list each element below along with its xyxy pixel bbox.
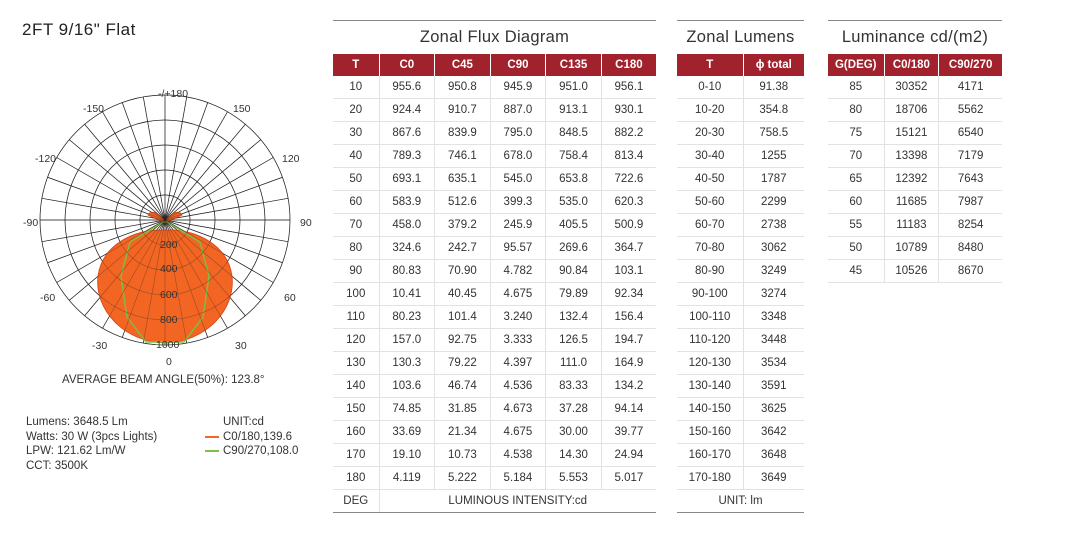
table-row <box>333 375 656 398</box>
ring-label-400: 400 <box>160 263 178 275</box>
flux-cell: 24.94 <box>601 444 656 467</box>
flux-cell: 140 <box>333 375 379 398</box>
table-row <box>333 283 656 306</box>
table-row <box>333 444 656 467</box>
table-row <box>677 191 804 214</box>
table-row <box>828 168 1002 191</box>
table-row <box>333 421 656 444</box>
flux-cell: 101.4 <box>435 306 491 329</box>
flux-cell: 848.5 <box>546 122 602 145</box>
table-row <box>828 145 1002 168</box>
flux-cell: 458.0 <box>379 214 435 237</box>
flux-cell: 94.14 <box>601 398 656 421</box>
flux-cell: 46.74 <box>435 375 491 398</box>
flux-cell: 813.4 <box>601 145 656 168</box>
luminance-header-0: G(DEG) <box>828 54 884 76</box>
angle-label-90: 90 <box>300 217 312 229</box>
lumens-cell: 20-30 <box>677 122 743 145</box>
table-row <box>677 145 804 168</box>
flux-cell: 134.2 <box>601 375 656 398</box>
flux-cell: 4.675 <box>490 421 546 444</box>
table-row <box>677 352 804 375</box>
luminance-cell: 15121 <box>884 122 939 145</box>
table-row <box>828 237 1002 260</box>
flux-cell: 405.5 <box>546 214 602 237</box>
flux-cell: 80.83 <box>379 260 435 283</box>
luminance-cell: 8254 <box>939 214 1002 237</box>
luminance-section <box>828 20 1002 283</box>
lumens-cell: 3274 <box>743 283 804 306</box>
luminance-cell: 8480 <box>939 237 1002 260</box>
flux-cell: 4.782 <box>490 260 546 283</box>
flux-cell: 3.240 <box>490 306 546 329</box>
angle-label-neg120: -120 <box>35 153 57 165</box>
flux-header-0: T <box>333 54 379 76</box>
luminance-cell: 30352 <box>884 76 939 99</box>
legend-c0-label: C0/180,139.6 <box>223 430 293 443</box>
table-row <box>333 329 656 352</box>
legend-c0 <box>205 430 298 445</box>
luminance-cell: 7179 <box>939 145 1002 168</box>
lumens-footer-unit: UNIT: lm <box>677 490 804 513</box>
flux-cell: 164.9 <box>601 352 656 375</box>
zonal-flux-table <box>333 54 656 513</box>
table-row <box>333 99 656 122</box>
flux-cell: 913.1 <box>546 99 602 122</box>
angle-label-150: 150 <box>233 103 251 115</box>
flux-cell: 103.1 <box>601 260 656 283</box>
flux-cell: 90.84 <box>546 260 602 283</box>
flux-cell: 120 <box>333 329 379 352</box>
flux-cell: 20 <box>333 99 379 122</box>
flux-cell: 79.22 <box>435 352 491 375</box>
flux-cell: 10.73 <box>435 444 491 467</box>
legend-c90 <box>205 444 298 459</box>
angle-label-60: 60 <box>284 292 296 304</box>
polar-legend <box>205 415 298 459</box>
lumens-cell: 3062 <box>743 237 804 260</box>
flux-header-2: C45 <box>435 54 491 76</box>
flux-cell: 79.89 <box>546 283 602 306</box>
luminance-cell: 70 <box>828 145 884 168</box>
table-row <box>333 237 656 260</box>
luminance-cell: 10789 <box>884 237 939 260</box>
lumens-cell: 3591 <box>743 375 804 398</box>
flux-cell: 583.9 <box>379 191 435 214</box>
flux-cell: 111.0 <box>546 352 602 375</box>
luminance-cell: 7987 <box>939 191 1002 214</box>
table-row <box>333 122 656 145</box>
lumens-cell: 140-150 <box>677 398 743 421</box>
flux-cell: 269.6 <box>546 237 602 260</box>
legend-c90-label: C90/270,108.0 <box>223 445 299 457</box>
table-row <box>677 329 804 352</box>
flux-cell: 60 <box>333 191 379 214</box>
flux-cell: 4.536 <box>490 375 546 398</box>
flux-cell: 839.9 <box>435 122 491 145</box>
polar-candela-diagram <box>20 80 330 370</box>
luminance-cell: 8670 <box>939 260 1002 283</box>
luminance-header-1: C0/180 <box>884 54 939 76</box>
luminance-cell: 10526 <box>884 260 939 283</box>
flux-cell: 130.3 <box>379 352 435 375</box>
flux-cell: 156.4 <box>601 306 656 329</box>
table-row <box>333 398 656 421</box>
legend-unit: UNIT:cd <box>223 416 264 428</box>
flux-cell: 5.553 <box>546 467 602 490</box>
product-title: 2FT 9/16" Flat <box>22 20 136 39</box>
flux-cell: 379.2 <box>435 214 491 237</box>
c90-swatch-icon <box>205 450 219 452</box>
flux-header-3: C90 <box>490 54 546 76</box>
table-row <box>677 99 804 122</box>
flux-cell: 160 <box>333 421 379 444</box>
ring-label-800: 800 <box>160 314 178 326</box>
flux-cell: 5.184 <box>490 467 546 490</box>
flux-cell: 4.673 <box>490 398 546 421</box>
flux-cell: 887.0 <box>490 99 546 122</box>
lumens-cell: 3534 <box>743 352 804 375</box>
table-row <box>677 237 804 260</box>
flux-cell: 956.1 <box>601 76 656 99</box>
flux-cell: 83.33 <box>546 375 602 398</box>
flux-cell: 70 <box>333 214 379 237</box>
flux-header-4: C135 <box>546 54 602 76</box>
luminance-header-2: C90/270 <box>939 54 1002 76</box>
table-row <box>333 352 656 375</box>
table-row <box>828 191 1002 214</box>
luminance-cell: 60 <box>828 191 884 214</box>
flux-cell: 126.5 <box>546 329 602 352</box>
luminance-cell: 50 <box>828 237 884 260</box>
lumens-cell: 70-80 <box>677 237 743 260</box>
flux-cell: 535.0 <box>546 191 602 214</box>
flux-cell: 910.7 <box>435 99 491 122</box>
luminance-cell: 11685 <box>884 191 939 214</box>
flux-cell: 180 <box>333 467 379 490</box>
flux-cell: 40.45 <box>435 283 491 306</box>
ring-label-600: 600 <box>160 289 178 301</box>
flux-cell: 5.222 <box>435 467 491 490</box>
luminance-cell: 12392 <box>884 168 939 191</box>
table-row <box>333 260 656 283</box>
lumens-cell: 10-20 <box>677 99 743 122</box>
flux-cell: 30 <box>333 122 379 145</box>
flux-cell: 74.85 <box>379 398 435 421</box>
lumens-cell: 90-100 <box>677 283 743 306</box>
lumens-cell: 3649 <box>743 467 804 490</box>
luminance-cell: 5562 <box>939 99 1002 122</box>
luminance-cell: 7643 <box>939 168 1002 191</box>
flux-cell: 80 <box>333 237 379 260</box>
zonal-lumens-title: Zonal Lumens <box>677 20 804 54</box>
lumens-cell: 110-120 <box>677 329 743 352</box>
flux-cell: 37.28 <box>546 398 602 421</box>
flux-cell: 40 <box>333 145 379 168</box>
table-row <box>677 214 804 237</box>
flux-cell: 170 <box>333 444 379 467</box>
flux-cell: 620.3 <box>601 191 656 214</box>
table-row <box>333 467 656 490</box>
average-beam-angle: AVERAGE BEAM ANGLE(50%): 123.8° <box>62 374 265 386</box>
table-row <box>333 168 656 191</box>
table-row <box>333 306 656 329</box>
flux-cell: 130 <box>333 352 379 375</box>
table-row <box>677 168 804 191</box>
table-row <box>677 467 804 490</box>
ring-label-200: 200 <box>160 239 178 251</box>
table-row <box>677 421 804 444</box>
zonal-flux-section <box>333 20 656 513</box>
flux-cell: 945.9 <box>490 76 546 99</box>
lumens-cell: 3642 <box>743 421 804 444</box>
flux-cell: 364.7 <box>601 237 656 260</box>
polar-grid-overlay <box>40 95 290 345</box>
flux-cell: 10 <box>333 76 379 99</box>
flux-cell: 951.0 <box>546 76 602 99</box>
luminance-cell: 75 <box>828 122 884 145</box>
lumens-cell: 758.5 <box>743 122 804 145</box>
table-row <box>677 306 804 329</box>
luminance-cell: 11183 <box>884 214 939 237</box>
lumens-cell: 354.8 <box>743 99 804 122</box>
spec-cct: CCT: 3500K <box>26 459 89 472</box>
flux-cell: 399.3 <box>490 191 546 214</box>
flux-cell: 80.23 <box>379 306 435 329</box>
flux-cell: 653.8 <box>546 168 602 191</box>
flux-footer-deg: DEG <box>333 490 379 513</box>
lumens-cell: 30-40 <box>677 145 743 168</box>
flux-cell: 3.333 <box>490 329 546 352</box>
angle-label-180: -/+180 <box>158 88 189 100</box>
flux-cell: 930.1 <box>601 99 656 122</box>
flux-header-5: C180 <box>601 54 656 76</box>
flux-cell: 19.10 <box>379 444 435 467</box>
flux-cell: 867.6 <box>379 122 435 145</box>
table-row <box>677 398 804 421</box>
table-row <box>828 99 1002 122</box>
zonal-lumens-section <box>677 20 804 513</box>
lumens-cell: 160-170 <box>677 444 743 467</box>
flux-cell: 31.85 <box>435 398 491 421</box>
flux-cell: 157.0 <box>379 329 435 352</box>
table-row <box>333 214 656 237</box>
flux-cell: 245.9 <box>490 214 546 237</box>
flux-cell: 95.57 <box>490 237 546 260</box>
flux-cell: 746.1 <box>435 145 491 168</box>
flux-cell: 512.6 <box>435 191 491 214</box>
flux-cell: 882.2 <box>601 122 656 145</box>
luminance-cell: 18706 <box>884 99 939 122</box>
angle-label-120: 120 <box>282 153 300 165</box>
lumens-cell: 170-180 <box>677 467 743 490</box>
c0-swatch-icon <box>205 436 219 438</box>
table-row <box>677 283 804 306</box>
luminance-title: Luminance cd/(m2) <box>828 20 1002 54</box>
luminance-cell: 4171 <box>939 76 1002 99</box>
table-row <box>677 444 804 467</box>
lumens-cell: 3648 <box>743 444 804 467</box>
table-row <box>333 76 656 99</box>
lumens-header-1: ϕ total <box>743 54 804 76</box>
zonal-flux-title: Zonal Flux Diagram <box>333 20 656 54</box>
flux-cell: 722.6 <box>601 168 656 191</box>
lumens-cell: 2738 <box>743 214 804 237</box>
flux-cell: 110 <box>333 306 379 329</box>
lumens-cell: 3249 <box>743 260 804 283</box>
flux-cell: 789.3 <box>379 145 435 168</box>
lumens-cell: 3625 <box>743 398 804 421</box>
flux-cell: 92.34 <box>601 283 656 306</box>
flux-cell: 33.69 <box>379 421 435 444</box>
lumens-cell: 1787 <box>743 168 804 191</box>
angle-label-neg150: -150 <box>83 103 105 115</box>
flux-cell: 150 <box>333 398 379 421</box>
luminance-cell: 13398 <box>884 145 939 168</box>
lumens-cell: 60-70 <box>677 214 743 237</box>
flux-cell: 4.119 <box>379 467 435 490</box>
flux-cell: 955.6 <box>379 76 435 99</box>
flux-cell: 14.30 <box>546 444 602 467</box>
angle-label-30: 30 <box>235 340 247 352</box>
lumens-cell: 3448 <box>743 329 804 352</box>
lumens-cell: 91.38 <box>743 76 804 99</box>
angle-label-0: 0 <box>166 356 172 368</box>
table-row <box>677 122 804 145</box>
lumens-cell: 2299 <box>743 191 804 214</box>
zonal-lumens-table <box>677 54 804 513</box>
flux-cell: 90 <box>333 260 379 283</box>
spec-lpw: LPW: 121.62 Lm/W <box>26 445 126 457</box>
flux-cell: 103.6 <box>379 375 435 398</box>
flux-cell: 39.77 <box>601 421 656 444</box>
flux-cell: 50 <box>333 168 379 191</box>
spec-lumens: Lumens: 3648.5 Lm <box>26 416 128 428</box>
angle-label-neg30: -30 <box>92 340 108 352</box>
table-row <box>828 260 1002 283</box>
luminance-cell: 45 <box>828 260 884 283</box>
lumens-cell: 40-50 <box>677 168 743 191</box>
table-row <box>828 122 1002 145</box>
lumens-cell: 50-60 <box>677 191 743 214</box>
table-row <box>333 145 656 168</box>
luminance-cell: 85 <box>828 76 884 99</box>
luminance-cell: 80 <box>828 99 884 122</box>
flux-cell: 795.0 <box>490 122 546 145</box>
lumens-cell: 80-90 <box>677 260 743 283</box>
flux-cell: 242.7 <box>435 237 491 260</box>
flux-cell: 545.0 <box>490 168 546 191</box>
luminance-cell: 65 <box>828 168 884 191</box>
flux-cell: 10.41 <box>379 283 435 306</box>
flux-cell: 4.538 <box>490 444 546 467</box>
lumens-cell: 120-130 <box>677 352 743 375</box>
flux-cell: 500.9 <box>601 214 656 237</box>
lumens-cell: 150-160 <box>677 421 743 444</box>
luminance-cell: 55 <box>828 214 884 237</box>
flux-cell: 678.0 <box>490 145 546 168</box>
table-row <box>333 191 656 214</box>
flux-cell: 693.1 <box>379 168 435 191</box>
flux-cell: 21.34 <box>435 421 491 444</box>
lamp-specifications <box>26 415 157 473</box>
angle-label-neg90: -90 <box>23 217 39 229</box>
flux-cell: 324.6 <box>379 237 435 260</box>
table-row <box>677 76 804 99</box>
flux-cell: 4.675 <box>490 283 546 306</box>
table-row <box>828 76 1002 99</box>
table-row <box>677 375 804 398</box>
angle-label-neg60: -60 <box>40 292 56 304</box>
ring-label-1000: 1000 <box>156 339 180 351</box>
flux-cell: 194.7 <box>601 329 656 352</box>
flux-cell: 70.90 <box>435 260 491 283</box>
lumens-cell: 130-140 <box>677 375 743 398</box>
table-row <box>828 214 1002 237</box>
flux-footer-unit: LUMINOUS INTENSITY:cd <box>379 490 656 513</box>
luminance-table <box>828 54 1002 283</box>
flux-header-1: C0 <box>379 54 435 76</box>
lumens-cell: 3348 <box>743 306 804 329</box>
flux-cell: 924.4 <box>379 99 435 122</box>
lumens-cell: 0-10 <box>677 76 743 99</box>
spec-watts: Watts: 30 W (3pcs Lights) <box>26 430 158 443</box>
lumens-header-0: T <box>677 54 743 76</box>
flux-cell: 100 <box>333 283 379 306</box>
flux-cell: 950.8 <box>435 76 491 99</box>
flux-cell: 30.00 <box>546 421 602 444</box>
flux-cell: 635.1 <box>435 168 491 191</box>
flux-cell: 5.017 <box>601 467 656 490</box>
lumens-cell: 1255 <box>743 145 804 168</box>
flux-cell: 4.397 <box>490 352 546 375</box>
flux-cell: 758.4 <box>546 145 602 168</box>
luminance-cell: 6540 <box>939 122 1002 145</box>
flux-cell: 132.4 <box>546 306 602 329</box>
table-row <box>677 260 804 283</box>
lumens-cell: 100-110 <box>677 306 743 329</box>
flux-cell: 92.75 <box>435 329 491 352</box>
